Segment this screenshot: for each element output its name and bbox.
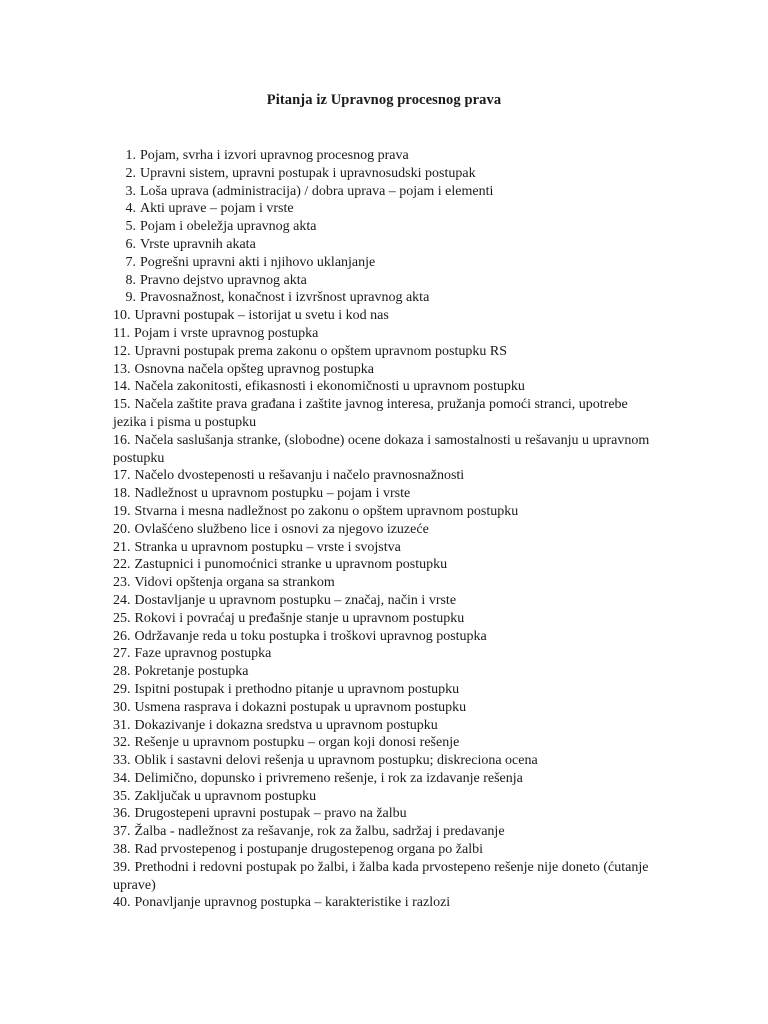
item-number: 21. (113, 539, 131, 555)
list-item (113, 699, 653, 717)
list-item (113, 539, 653, 557)
item-number: 27. (113, 646, 131, 662)
item-number: 2. (125, 165, 136, 181)
list-item (113, 734, 653, 752)
list-item (113, 218, 653, 236)
item-number: 28. (113, 664, 131, 680)
item-text: Usmena rasprava i dokazni postupak u upravnom postupku (134, 699, 467, 715)
item-text: Zastupnici i punomoćnici stranke u upravnom postupku (134, 557, 448, 573)
item-text: Oblik i sastavni delovi rešenja u upravnom postupku; diskreciona ocena (134, 753, 538, 769)
list-item (113, 236, 653, 254)
item-text: Pravosnažnost, konačnost i izvršnost upravnog akta (140, 290, 430, 306)
item-text: Osnovna načela opšteg upravnog postupka (134, 361, 374, 377)
list-item (113, 147, 653, 165)
item-text: Upravni sistem, upravni postupak i upravnosudski postupak (140, 165, 476, 181)
item-number: 15. (113, 397, 131, 413)
item-number: 14. (113, 379, 131, 395)
item-number: 22. (113, 557, 131, 573)
item-number: 34. (113, 770, 131, 786)
item-text: Održavanje reda u toku postupka i troškovi upravnog postupka (134, 628, 487, 644)
item-number: 32. (113, 735, 131, 751)
item-text: Zaključak u upravnom postupku (134, 788, 317, 804)
item-number: 9. (125, 290, 136, 306)
item-text: Ovlašćeno službeno lice i osnovi za njegovo izuzeće (134, 521, 429, 537)
item-text: Stranka u upravnom postupku – vrste i svojstva (134, 539, 401, 555)
item-number: 10. (113, 308, 131, 324)
list-item (113, 717, 653, 735)
list-item (113, 610, 653, 628)
item-number: 23. (113, 575, 131, 591)
item-text: Upravni postupak – istorijat u svetu i kod nas (134, 308, 389, 324)
item-number: 7. (125, 254, 136, 270)
item-number: 30. (113, 699, 131, 715)
list-item (113, 574, 653, 592)
list-item (113, 894, 653, 912)
list-item (113, 645, 653, 663)
list-item (113, 396, 653, 432)
list-item (113, 592, 653, 610)
list-item (113, 841, 653, 859)
list-item (113, 823, 653, 841)
item-number: 39. (113, 859, 131, 875)
item-text: Upravni postupak prema zakonu o opštem upravnom postupku RS (134, 343, 508, 359)
item-text: Vrste upravnih akata (140, 236, 256, 252)
item-text: Akti uprave – pojam i vrste (140, 201, 294, 217)
list-item (113, 805, 653, 823)
item-number: 35. (113, 788, 131, 804)
item-number: 25. (113, 610, 131, 626)
item-number: 33. (113, 753, 131, 769)
item-number: 40. (113, 895, 131, 911)
item-text: Prethodni i redovni postupak po žalbi, i žalba kada prvostepeno rešenje nije doneto (ćutanje uprave) (113, 859, 649, 893)
question-list (113, 147, 653, 912)
list-item (113, 485, 653, 503)
item-number: 1. (125, 148, 136, 163)
item-text: Drugostepeni upravni postupak – pravo na žalbu (134, 806, 407, 822)
item-text: Pojam, svrha i izvori upravnog procesnog prava (140, 148, 409, 163)
item-text: Dostavljanje u upravnom postupku – značaj, način i vrste (134, 592, 457, 608)
list-item (113, 361, 653, 379)
list-item (113, 378, 653, 396)
list-item (113, 752, 653, 770)
list-item (113, 467, 653, 485)
list-item (113, 503, 653, 521)
item-text: Nadležnost u upravnom postupku – pojam i vrste (134, 486, 411, 502)
list-item (113, 770, 653, 788)
item-text: Rokovi i povraćaj u pređašnje stanje u upravnom postupku (134, 610, 465, 626)
item-number: 3. (125, 183, 136, 199)
item-text: Pojam i vrste upravnog postupka (133, 325, 319, 341)
list-item (113, 289, 653, 307)
item-number: 13. (113, 361, 131, 377)
item-text: Načela saslušanja stranke, (slobodne) ocene dokaza i samostalnosti u rešavanju u upravnom postupku (113, 432, 650, 466)
item-text: Vidovi opštenja organa sa strankom (134, 575, 335, 591)
item-number: 29. (113, 681, 131, 697)
list-item (113, 307, 653, 325)
item-number: 19. (113, 503, 131, 519)
item-text: Žalba - nadležnost za rešavanje, rok za žalbu, sadržaj i predavanje (134, 824, 505, 840)
item-text: Načelo dvostepenosti u rešavanju i načelo pravnosnažnosti (134, 468, 465, 484)
item-number: 31. (113, 717, 131, 733)
list-item (113, 628, 653, 646)
list-item (113, 272, 653, 290)
item-text: Rad prvostepenog i postupanje drugostepenog organa po žalbi (134, 842, 483, 858)
item-number: 26. (113, 628, 131, 644)
item-number: 5. (125, 219, 136, 235)
item-number: 4. (125, 201, 136, 217)
item-text: Pravno dejstvo upravnog akta (140, 272, 307, 288)
item-text: Faze upravnog postupka (134, 646, 272, 662)
list-item (113, 325, 653, 343)
item-number: 20. (113, 521, 131, 537)
item-text: Dokazivanje i dokazna sredstva u upravnom postupku (134, 717, 438, 733)
list-item (113, 343, 653, 361)
item-text: Načela zaštite prava građana i zaštite javnog interesa, pružanja pomoći stranci, upotrebe jezika i pisma u postupku (113, 397, 628, 430)
item-text: Načela zakonitosti, efikasnosti i ekonomičnosti u upravnom postupku (134, 379, 525, 395)
item-number: 8. (125, 272, 136, 288)
item-number: 37. (113, 824, 131, 840)
item-number: 11. (113, 325, 130, 341)
item-number: 12. (113, 343, 131, 359)
item-text: Pokretanje postupka (134, 664, 249, 680)
item-text: Delimično, dopunsko i privremeno rešenje, i rok za izdavanje rešenja (134, 770, 523, 786)
item-number: 16. (113, 432, 131, 448)
item-number: 17. (113, 468, 131, 484)
item-text: Ponavljanje upravnog postupka – karakteristike i razlozi (134, 895, 451, 911)
item-number: 6. (125, 236, 136, 252)
list-item (113, 165, 653, 183)
list-item (113, 681, 653, 699)
item-text: Ispitni postupak i prethodno pitanje u upravnom postupku (134, 681, 460, 697)
item-text: Pojam i obeležja upravnog akta (140, 219, 317, 235)
item-number: 18. (113, 486, 131, 502)
list-item (113, 183, 653, 201)
list-item (113, 254, 653, 272)
item-text: Loša uprava (administracija) / dobra uprava – pojam i elementi (140, 183, 494, 199)
list-item (113, 521, 653, 539)
list-item (113, 556, 653, 574)
item-text: Rešenje u upravnom postupku – organ koji donosi rešenje (134, 735, 460, 751)
item-number: 36. (113, 806, 131, 822)
list-item (113, 663, 653, 681)
list-item (113, 200, 653, 218)
item-text: Pogrešni upravni akti i njihovo uklanjanje (140, 254, 376, 270)
list-item (113, 859, 653, 895)
list-item (113, 432, 653, 468)
page-title: Pitanja iz Upravnog procesnog prava (266, 92, 502, 108)
item-text: Stvarna i mesna nadležnost po zakonu o opštem upravnom postupku (134, 503, 519, 519)
item-number: 24. (113, 592, 131, 608)
item-number: 38. (113, 842, 131, 858)
list-item (113, 788, 653, 806)
